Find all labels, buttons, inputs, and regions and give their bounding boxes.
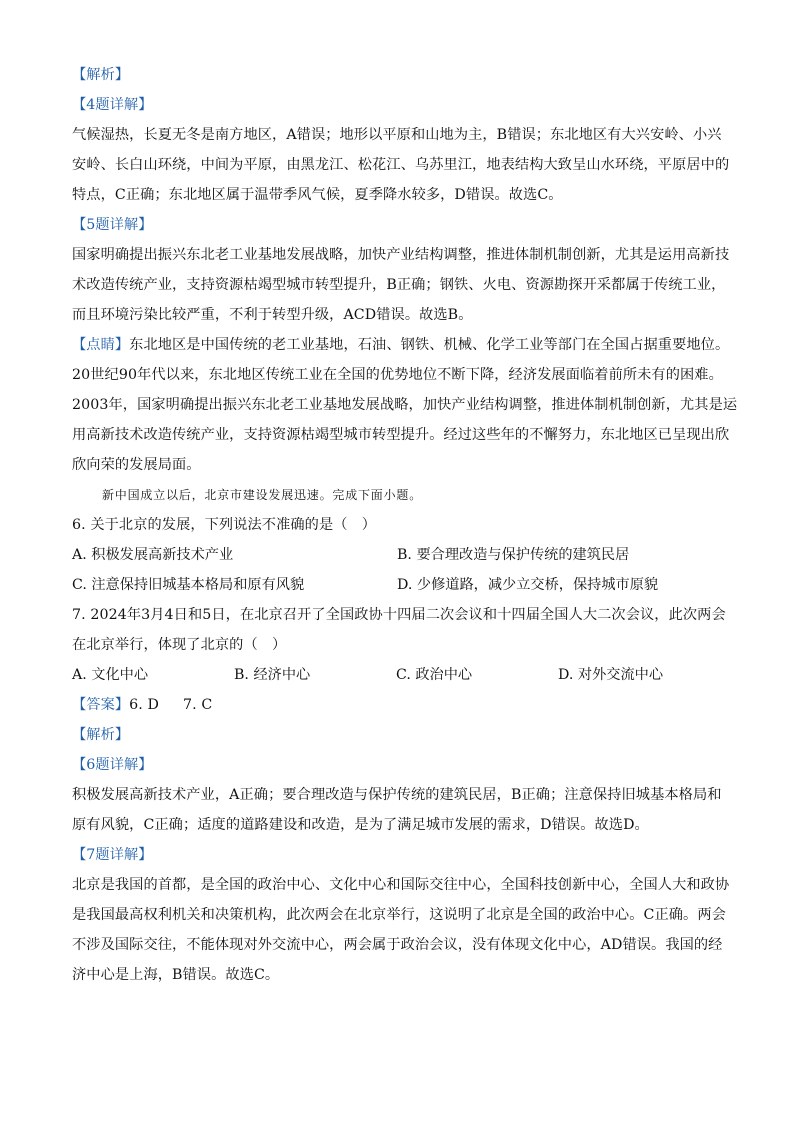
q6-detail-heading: 【6题详解】 xyxy=(72,757,153,773)
q5-explanation xyxy=(72,240,730,330)
q6-options-row-2 xyxy=(72,570,722,600)
answer-tag: 【答案】 xyxy=(72,697,130,713)
text-line: 术改造传统产业，支持资源枯竭型城市转型提升，B正确；钢铁、火电、资源勘探开采都属于传统工业， xyxy=(72,277,726,293)
text-line: 2003年，国家明确提出振兴东北老工业基地发展战略，加快产业结构调整，推进体制机制创新，尤其是运 xyxy=(72,397,738,413)
text-line: 积极发展高新技术产业，A正确；要合理改造与保护传统的建筑民居，B正确；注意保持旧城基本格局和 xyxy=(72,787,722,803)
q7-option-b: B. 经济中心 xyxy=(234,667,311,683)
q6-stem: 6. 关于北京的发展，下列说法不准确的是（ ） xyxy=(72,517,377,533)
text-line: 特点，C正确；东北地区属于温带季风气候，夏季降水较多，D错误。故选C。 xyxy=(72,187,563,203)
q7-stem-line-1: 7. 2024年3月4日和5日，在北京召开了全国政协十四届二次会议和十四届全国人大二次会议，此次两会 xyxy=(72,607,726,623)
q7-explanation xyxy=(72,870,730,990)
q7-options-row xyxy=(72,660,722,690)
q5-detail-heading: 【5题详解】 xyxy=(72,217,153,233)
q7-stem-line-2: 在北京举行，体现了北京的（ ） xyxy=(72,637,287,653)
q4-detail-heading: 【4题详解】 xyxy=(72,97,153,113)
key-point-text: 东北地区是中国传统的老工业基地，石油、钢铁、机械、化学工业等部门在全国占据重要地位。 xyxy=(129,337,730,353)
q6-option-d: D. 少修道路，减少立交桥，保持城市原貌 xyxy=(397,577,659,593)
text-line: 是我国最高权利机关和决策机构，此次两会在北京举行，这说明了北京是全国的政治中心。C正确。两会 xyxy=(72,907,726,923)
text-line: 而且环境污染比较严重，不利于转型升级，ACD错误。故选B。 xyxy=(72,307,473,323)
q6-explanation xyxy=(72,780,722,840)
text-line: 欣向荣的发展局面。 xyxy=(72,457,201,473)
analysis-heading: 【解析】 xyxy=(72,67,130,83)
text-line: 用高新技术改造传统产业，支持资源枯竭型城市转型提升。经过这些年的不懈努力，东北地区已呈现出欣 xyxy=(72,427,730,443)
answer-line xyxy=(72,690,722,720)
text-line: 原有风貌，C正确；适度的道路建设和改造，是为了满足城市发展的需求，D错误。故选D。 xyxy=(72,817,649,833)
text-line: 气候湿热，长夏无冬是南方地区，A错误；地形以平原和山地为主，B错误；东北地区有大兴安岭、小兴 xyxy=(72,127,722,143)
key-point-note xyxy=(72,330,738,480)
text-line: 20世纪90年代以来，东北地区传统工业在全国的优势地位不断下降，经济发展面临着前所未有的困难。 xyxy=(72,367,723,383)
q7-option-d: D. 对外交流中心 xyxy=(558,667,664,683)
q7-detail-heading: 【7题详解】 xyxy=(72,847,153,863)
q7-option-c: C. 政治中心 xyxy=(396,667,473,683)
q4-explanation xyxy=(72,120,730,210)
answer-7: 7. C xyxy=(182,697,213,713)
document-page xyxy=(72,60,738,990)
q6-option-a: A. 积极发展高新技术产业 xyxy=(72,547,234,563)
text-line xyxy=(72,330,730,360)
answer-6: 6. D xyxy=(129,697,159,713)
text-line: 济中心是上海，B错误。故选C。 xyxy=(72,967,280,983)
q6-option-c: C. 注意保持旧城基本格局和原有风貌 xyxy=(72,577,305,593)
q6-option-b: B. 要合理改造与保护传统的建筑民居 xyxy=(397,547,630,563)
text-line: 不涉及国际交往，不能体现对外交流中心，两会属于政治会议，没有体现文化中心，AD错误。我国的经 xyxy=(72,937,723,953)
text-line: 安岭、长白山环绕，中间为平原，由黑龙江、松花江、乌苏里江，地表结构大致呈山水环绕，平原居中的 xyxy=(72,157,730,173)
text-line: 国家明确提出振兴东北老工业基地发展战略，加快产业结构调整，推进体制机制创新，尤其是运用高新技 xyxy=(72,247,730,263)
key-point-tag: 【点睛】 xyxy=(72,337,130,353)
q7-option-a: A. 文化中心 xyxy=(72,667,149,683)
q6-options-row-1 xyxy=(72,540,722,570)
analysis-heading-2: 【解析】 xyxy=(72,727,130,743)
question-group-intro: 新中国成立以后，北京市建设发展迅速。完成下面小题。 xyxy=(102,488,423,502)
text-line: 北京是我国的首都，是全国的政治中心、文化中心和国际交往中心，全国科技创新中心，全国人大和政协 xyxy=(72,877,730,893)
